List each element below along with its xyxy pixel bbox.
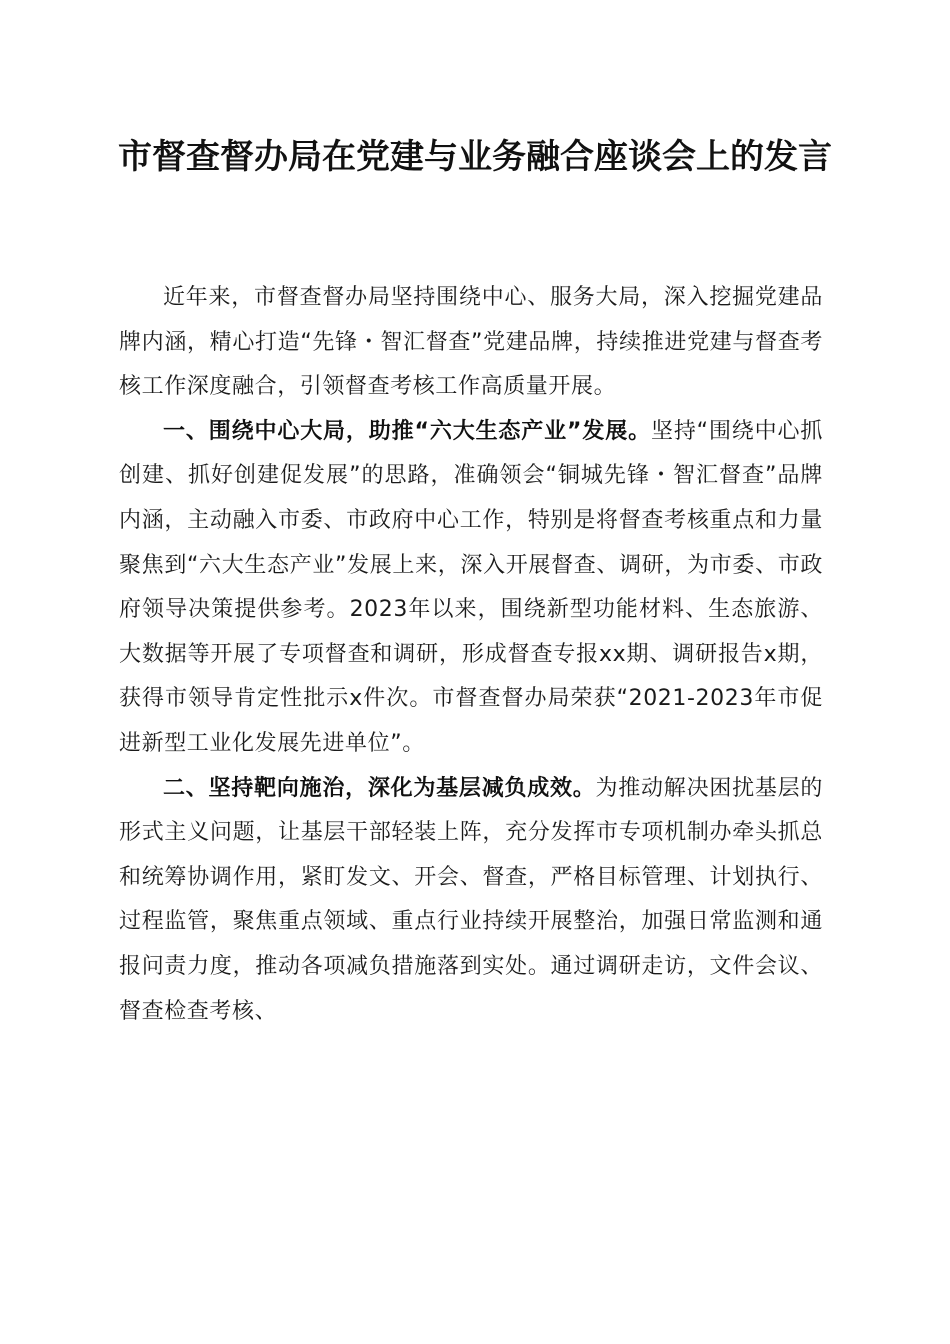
document-title: 市督查督办局在党建与业务融合座谈会上的发言	[118, 137, 832, 177]
paragraph-intro	[119, 276, 823, 410]
section-two-text: 为推动解决困扰基层的形式主义问题，让基层干部轻装上阵，充分发挥市专项机制办牵头抓总和统筹协调作用，紧盯发文、开会、督查，严格目标管理、计划执行、过程监管，聚焦重点领域、重点行业持续开展整治，加强日常监测和通报问责力度，推动各项减负措施落到实处。通过调研走访，文件会议、督查检查考核、	[119, 775, 823, 1024]
document-body	[119, 276, 823, 1034]
paragraph-intro-text: 近年来，市督查督办局坚持围绕中心、服务大局，深入挖掘党建品牌内涵，精心打造“先锋・智汇督查”党建品牌，持续推进党建与督查考核工作深度融合，引领督查考核工作高质量开展。	[119, 285, 823, 400]
section-one-heading: 一、围绕中心大局，助推“六大生态产业”发展。	[163, 418, 651, 444]
section-two-heading: 二、坚持靶向施治，深化为基层减负成效。	[163, 775, 596, 801]
paragraph-section-one	[119, 410, 823, 767]
paragraph-section-two	[119, 767, 823, 1035]
section-one-text: 坚持“围绕中心抓创建、抓好创建促发展”的思路，准确领会“铜城先锋・智汇督查”品牌内涵，主动融入市委、市政府中心工作，特别是将督查考核重点和力量聚焦到“六大生态产业”发展上来，深入开展督查、调研，为市委、市政府领导决策提供参考。2023年以来，围绕新型功能材料、生态旅游、大数据等开展了专项督查和调研，形成督查专报xx期、调研报告x期，获得市领导肯定性批示x件次。市督查督办局荣获“2021-2023年市促进新型工业化发展先进单位”。	[119, 418, 824, 756]
